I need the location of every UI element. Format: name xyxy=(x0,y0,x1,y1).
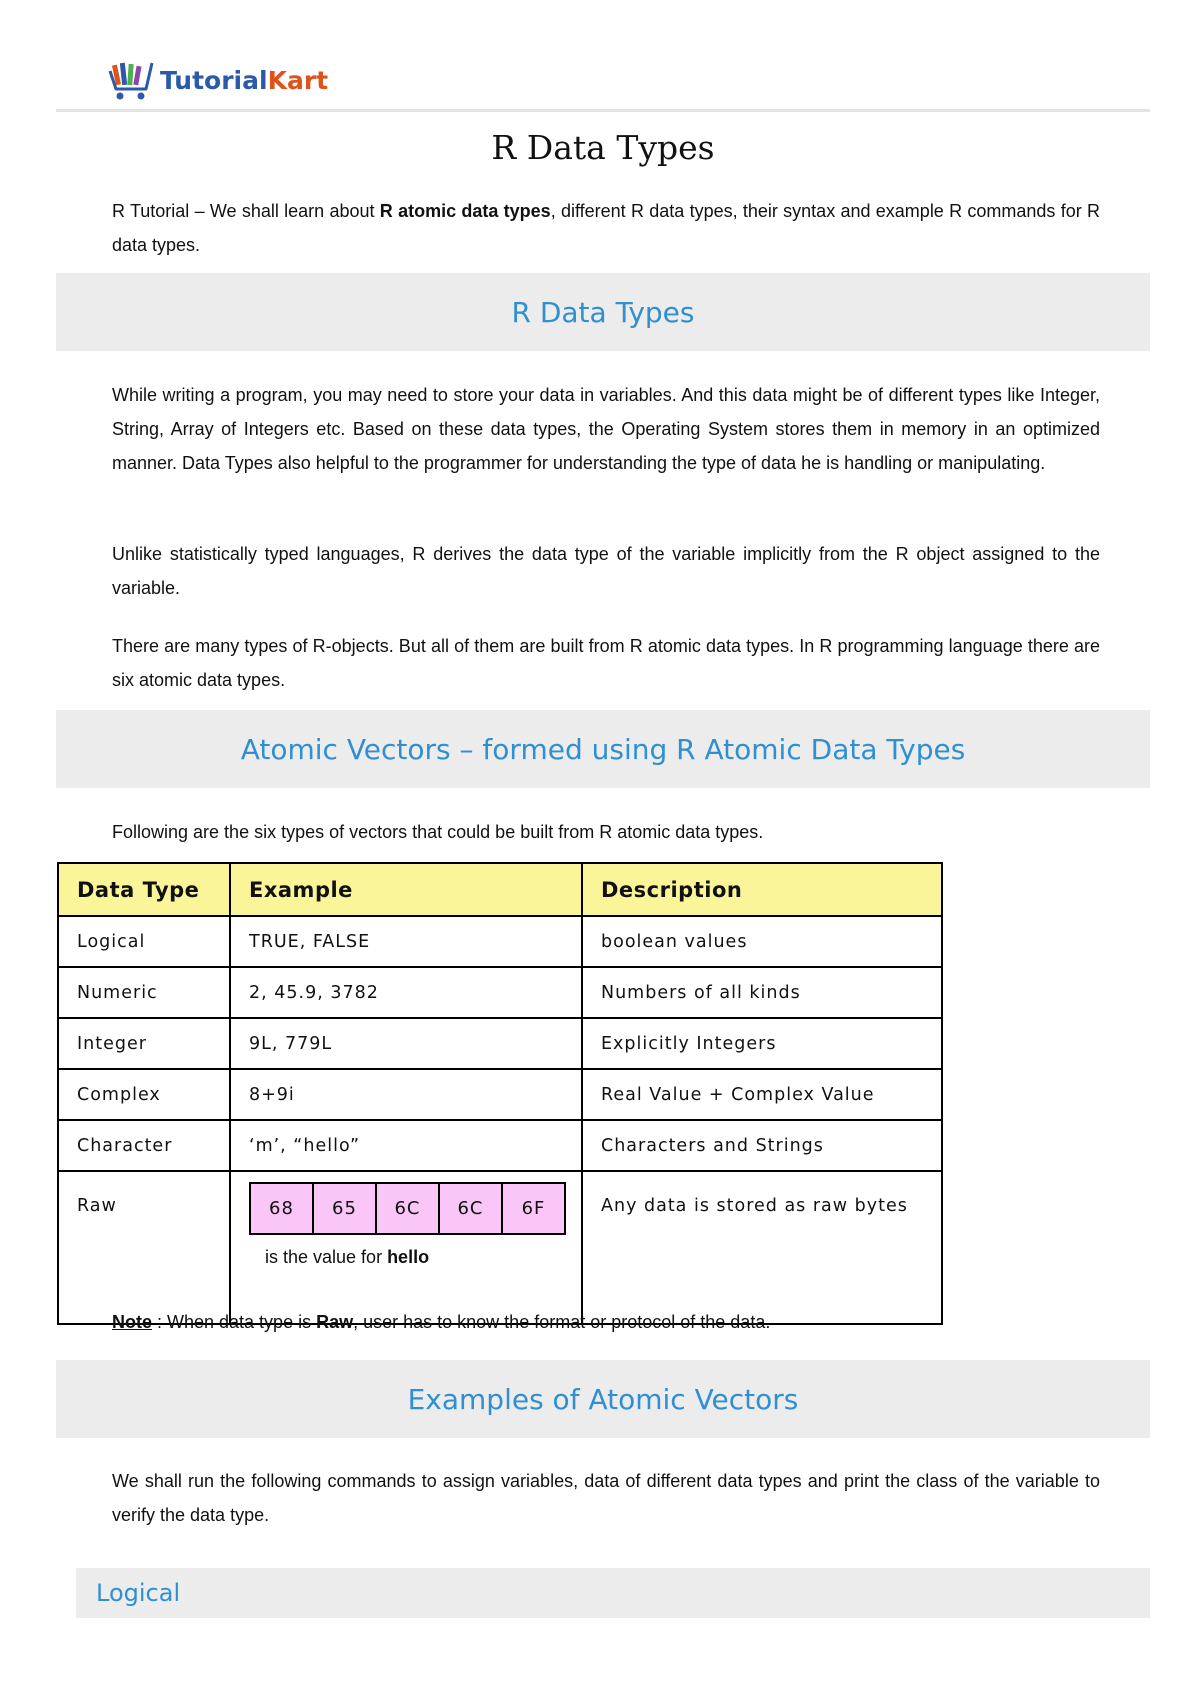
raw-byte: 6C xyxy=(438,1182,503,1235)
table-cell: 8+9i xyxy=(230,1069,582,1120)
table-row-raw xyxy=(58,1171,942,1324)
table-cell: Logical xyxy=(58,916,230,967)
table-cell: Complex xyxy=(58,1069,230,1120)
raw-note: Note : When data type is Raw, user has to know the format or protocol of the data. xyxy=(112,1312,771,1332)
table-row xyxy=(58,1120,942,1171)
header-divider xyxy=(56,109,1150,112)
site-logo[interactable] xyxy=(108,58,328,102)
logo-text: TutorialKart xyxy=(160,65,329,95)
table-row xyxy=(58,1018,942,1069)
table-cell: TRUE, FALSE xyxy=(230,916,582,967)
raw-byte: 65 xyxy=(312,1182,377,1235)
section1-paragraph-2: Unlike statistically typed languages, R derives the data type of the variable implicitly from the R object assigned to the variable. xyxy=(112,544,1100,598)
note-label: Note xyxy=(112,1312,152,1332)
table-cell: Explicitly Integers xyxy=(582,1018,942,1069)
table-header-cell: Example xyxy=(230,863,582,916)
table-header-cell: Data Type xyxy=(58,863,230,916)
raw-bytes-cell xyxy=(230,1171,582,1324)
table-cell: Numeric xyxy=(58,967,230,1018)
raw-bytes-caption: is the value for hello xyxy=(265,1247,430,1267)
table-header-cell: Description xyxy=(582,863,942,916)
table-cell: Any data is stored as raw bytes xyxy=(582,1171,942,1324)
page-title: R Data Types xyxy=(491,128,715,167)
section-heading-examples: Examples of Atomic Vectors xyxy=(56,1360,1150,1438)
section3-paragraph-1: We shall run the following commands to assign variables, data of different data types and print the class of the variable to verify the data type. xyxy=(112,1471,1100,1525)
table-header-row xyxy=(58,863,942,916)
intro-paragraph: R Tutorial – We shall learn about R atomic data types, different R data types, their syntax and example R commands for R data types. xyxy=(112,201,1100,255)
shopping-cart-books-icon xyxy=(108,59,154,101)
raw-byte: 6C xyxy=(375,1182,440,1235)
table-cell: Character xyxy=(58,1120,230,1171)
section-heading-atomic-vectors: Atomic Vectors – formed using R Atomic Data Types xyxy=(56,710,1150,788)
table-cell: 9L, 779L xyxy=(230,1018,582,1069)
section-heading-data-types: R Data Types xyxy=(56,273,1150,351)
section2-paragraph-1: Following are the six types of vectors that could be built from R atomic data types. xyxy=(112,822,764,842)
table-row xyxy=(58,1069,942,1120)
section1-paragraph-3: There are many types of R-objects. But all of them are built from R atomic data types. In R programming language there are six atomic data types. xyxy=(112,636,1100,690)
raw-byte: 68 xyxy=(249,1182,314,1235)
table-cell: Real Value + Complex Value xyxy=(582,1069,942,1120)
table-cell: 2, 45.9, 3782 xyxy=(230,967,582,1018)
table-cell: Characters and Strings xyxy=(582,1120,942,1171)
intro-bold: R atomic data types xyxy=(379,201,551,221)
table-cell: Numbers of all kinds xyxy=(582,967,942,1018)
table-cell: Raw xyxy=(58,1171,230,1324)
table-cell: boolean values xyxy=(582,916,942,967)
table-row xyxy=(58,967,942,1018)
subsection-heading-logical: Logical xyxy=(76,1568,1150,1618)
raw-bytes-diagram xyxy=(249,1182,581,1235)
table-cell: Integer xyxy=(58,1018,230,1069)
table-cell: ‘m’, “hello” xyxy=(230,1120,582,1171)
section1-paragraph-1: While writing a program, you may need to store your data in variables. And this data might be of different types like Integer, String, Array of Integers etc. Based on these data types, the Operating System stores them in memory in an optimized manner. Data Types also helpful to the programmer for understanding the type of data he is handling or manipulating. xyxy=(112,385,1100,473)
data-types-table xyxy=(57,862,943,1325)
raw-byte: 6F xyxy=(501,1182,566,1235)
table-row xyxy=(58,916,942,967)
